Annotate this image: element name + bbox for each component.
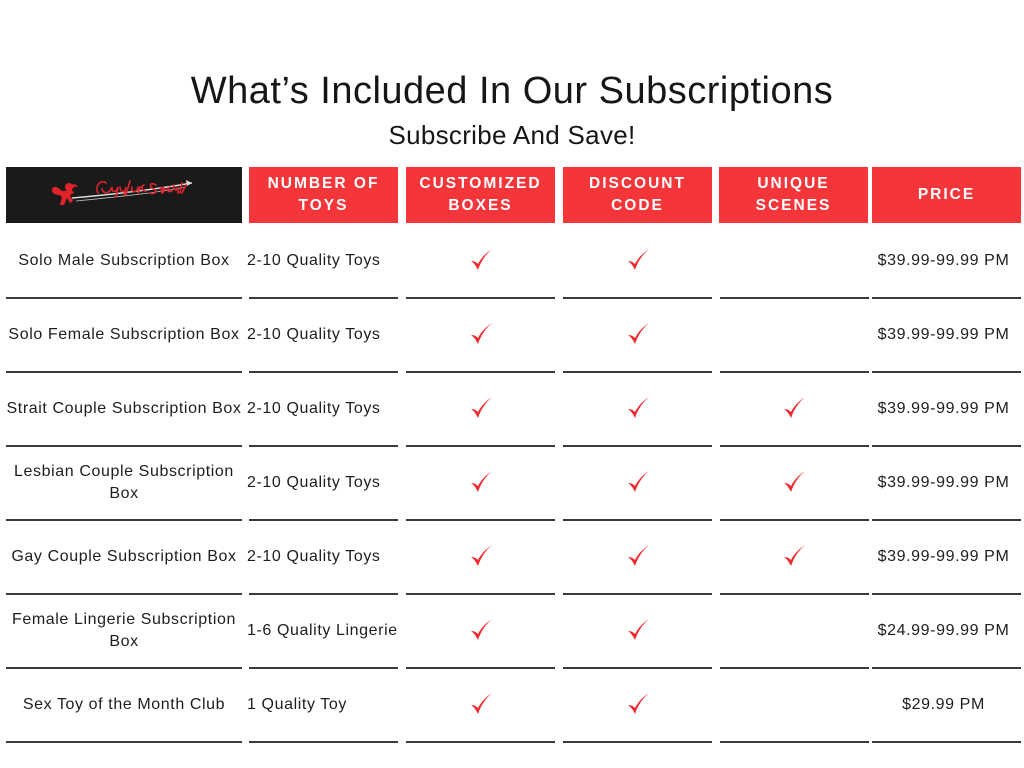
row-divider [249,371,398,373]
checkmark-icon [468,617,494,648]
row-divider [406,445,555,447]
row-divider [720,371,869,373]
row-divider [563,519,712,521]
row-divider [6,371,242,373]
row-divider [406,741,555,743]
plan-price: $39.99-99.99 PM [877,548,1010,565]
row-divider [720,741,869,743]
plan-price: $39.99-99.99 PM [877,252,1010,269]
plan-quantity: 2-10 Quality Toys [247,474,381,491]
plan-price: $39.99-99.99 PM [877,326,1010,343]
checkmark-icon [468,247,494,278]
plan-quantity: 1-6 Quality Lingerie [247,622,398,639]
row-divider [563,593,712,595]
row-divider [6,741,242,743]
row-divider [563,667,712,669]
page-subtitle: Subscribe And Save! [388,120,636,150]
row-divider [872,519,1021,521]
row-divider [563,297,712,299]
plan-name: Sex Toy of the Month Club [22,696,226,713]
row-divider [720,297,869,299]
checkmark-icon [468,469,494,500]
plan-price: $29.99 PM [902,696,985,713]
column-header-unique-scenes: UNIQUE SCENES [719,167,868,223]
row-divider [6,445,242,447]
row-divider [872,297,1021,299]
checkmark-icon [468,395,494,426]
checkmark-icon [781,469,807,500]
row-divider [720,519,869,521]
row-divider [6,519,242,521]
checkmark-icon [625,321,651,352]
row-divider [6,667,242,669]
checkmark-icon [625,247,651,278]
row-divider [249,593,398,595]
column-header-customized-boxes: CUSTOMIZED BOXES [406,167,555,223]
row-divider [6,297,242,299]
plan-quantity: 2-10 Quality Toys [247,252,381,269]
row-divider [406,297,555,299]
checkmark-icon [625,617,651,648]
page-title: What’s Included In Our Subscriptions [190,70,834,112]
row-divider [406,519,555,521]
checkmark-icon [781,395,807,426]
column-header-discount-code: DISCOUNT CODE [563,167,712,223]
brand-logo [6,167,242,223]
row-divider [563,371,712,373]
plan-price: $39.99-99.99 PM [877,474,1010,491]
checkmark-icon [468,321,494,352]
plan-name: Solo Male Subscription Box [18,252,230,269]
row-divider [249,445,398,447]
row-divider [872,741,1021,743]
row-divider [406,371,555,373]
cupid-icon [6,167,242,223]
plan-name: Gay Couple Subscription Box [11,548,237,565]
plan-name: Female Lingerie Subscription Box [11,611,237,650]
row-divider [563,445,712,447]
row-divider [872,667,1021,669]
checkmark-icon [781,543,807,574]
row-divider [249,297,398,299]
checkmark-icon [625,469,651,500]
row-divider [872,593,1021,595]
row-divider [406,593,555,595]
checkmark-icon [468,543,494,574]
row-divider [720,593,869,595]
row-divider [249,519,398,521]
plan-price: $39.99-99.99 PM [877,400,1010,417]
row-divider [872,371,1021,373]
plan-name: Solo Female Subscription Box [8,326,240,343]
row-divider [872,445,1021,447]
checkmark-icon [625,543,651,574]
row-divider [6,593,242,595]
row-divider [249,741,398,743]
row-divider [720,667,869,669]
checkmark-icon [625,691,651,722]
plan-price: $24.99-99.99 PM [877,622,1010,639]
row-divider [720,445,869,447]
column-header-price: PRICE [872,167,1021,223]
plan-quantity: 1 Quality Toy [247,696,347,713]
row-divider [249,667,398,669]
column-header-number-of-toys: NUMBER OF TOYS [249,167,398,223]
row-divider [563,741,712,743]
plan-name: Strait Couple Subscription Box [6,400,242,417]
plan-name: Lesbian Couple Subscription Box [14,463,234,502]
row-divider [406,667,555,669]
checkmark-icon [468,691,494,722]
checkmark-icon [625,395,651,426]
plan-quantity: 2-10 Quality Toys [247,400,381,417]
plan-quantity: 2-10 Quality Toys [247,326,381,343]
plan-quantity: 2-10 Quality Toys [247,548,381,565]
